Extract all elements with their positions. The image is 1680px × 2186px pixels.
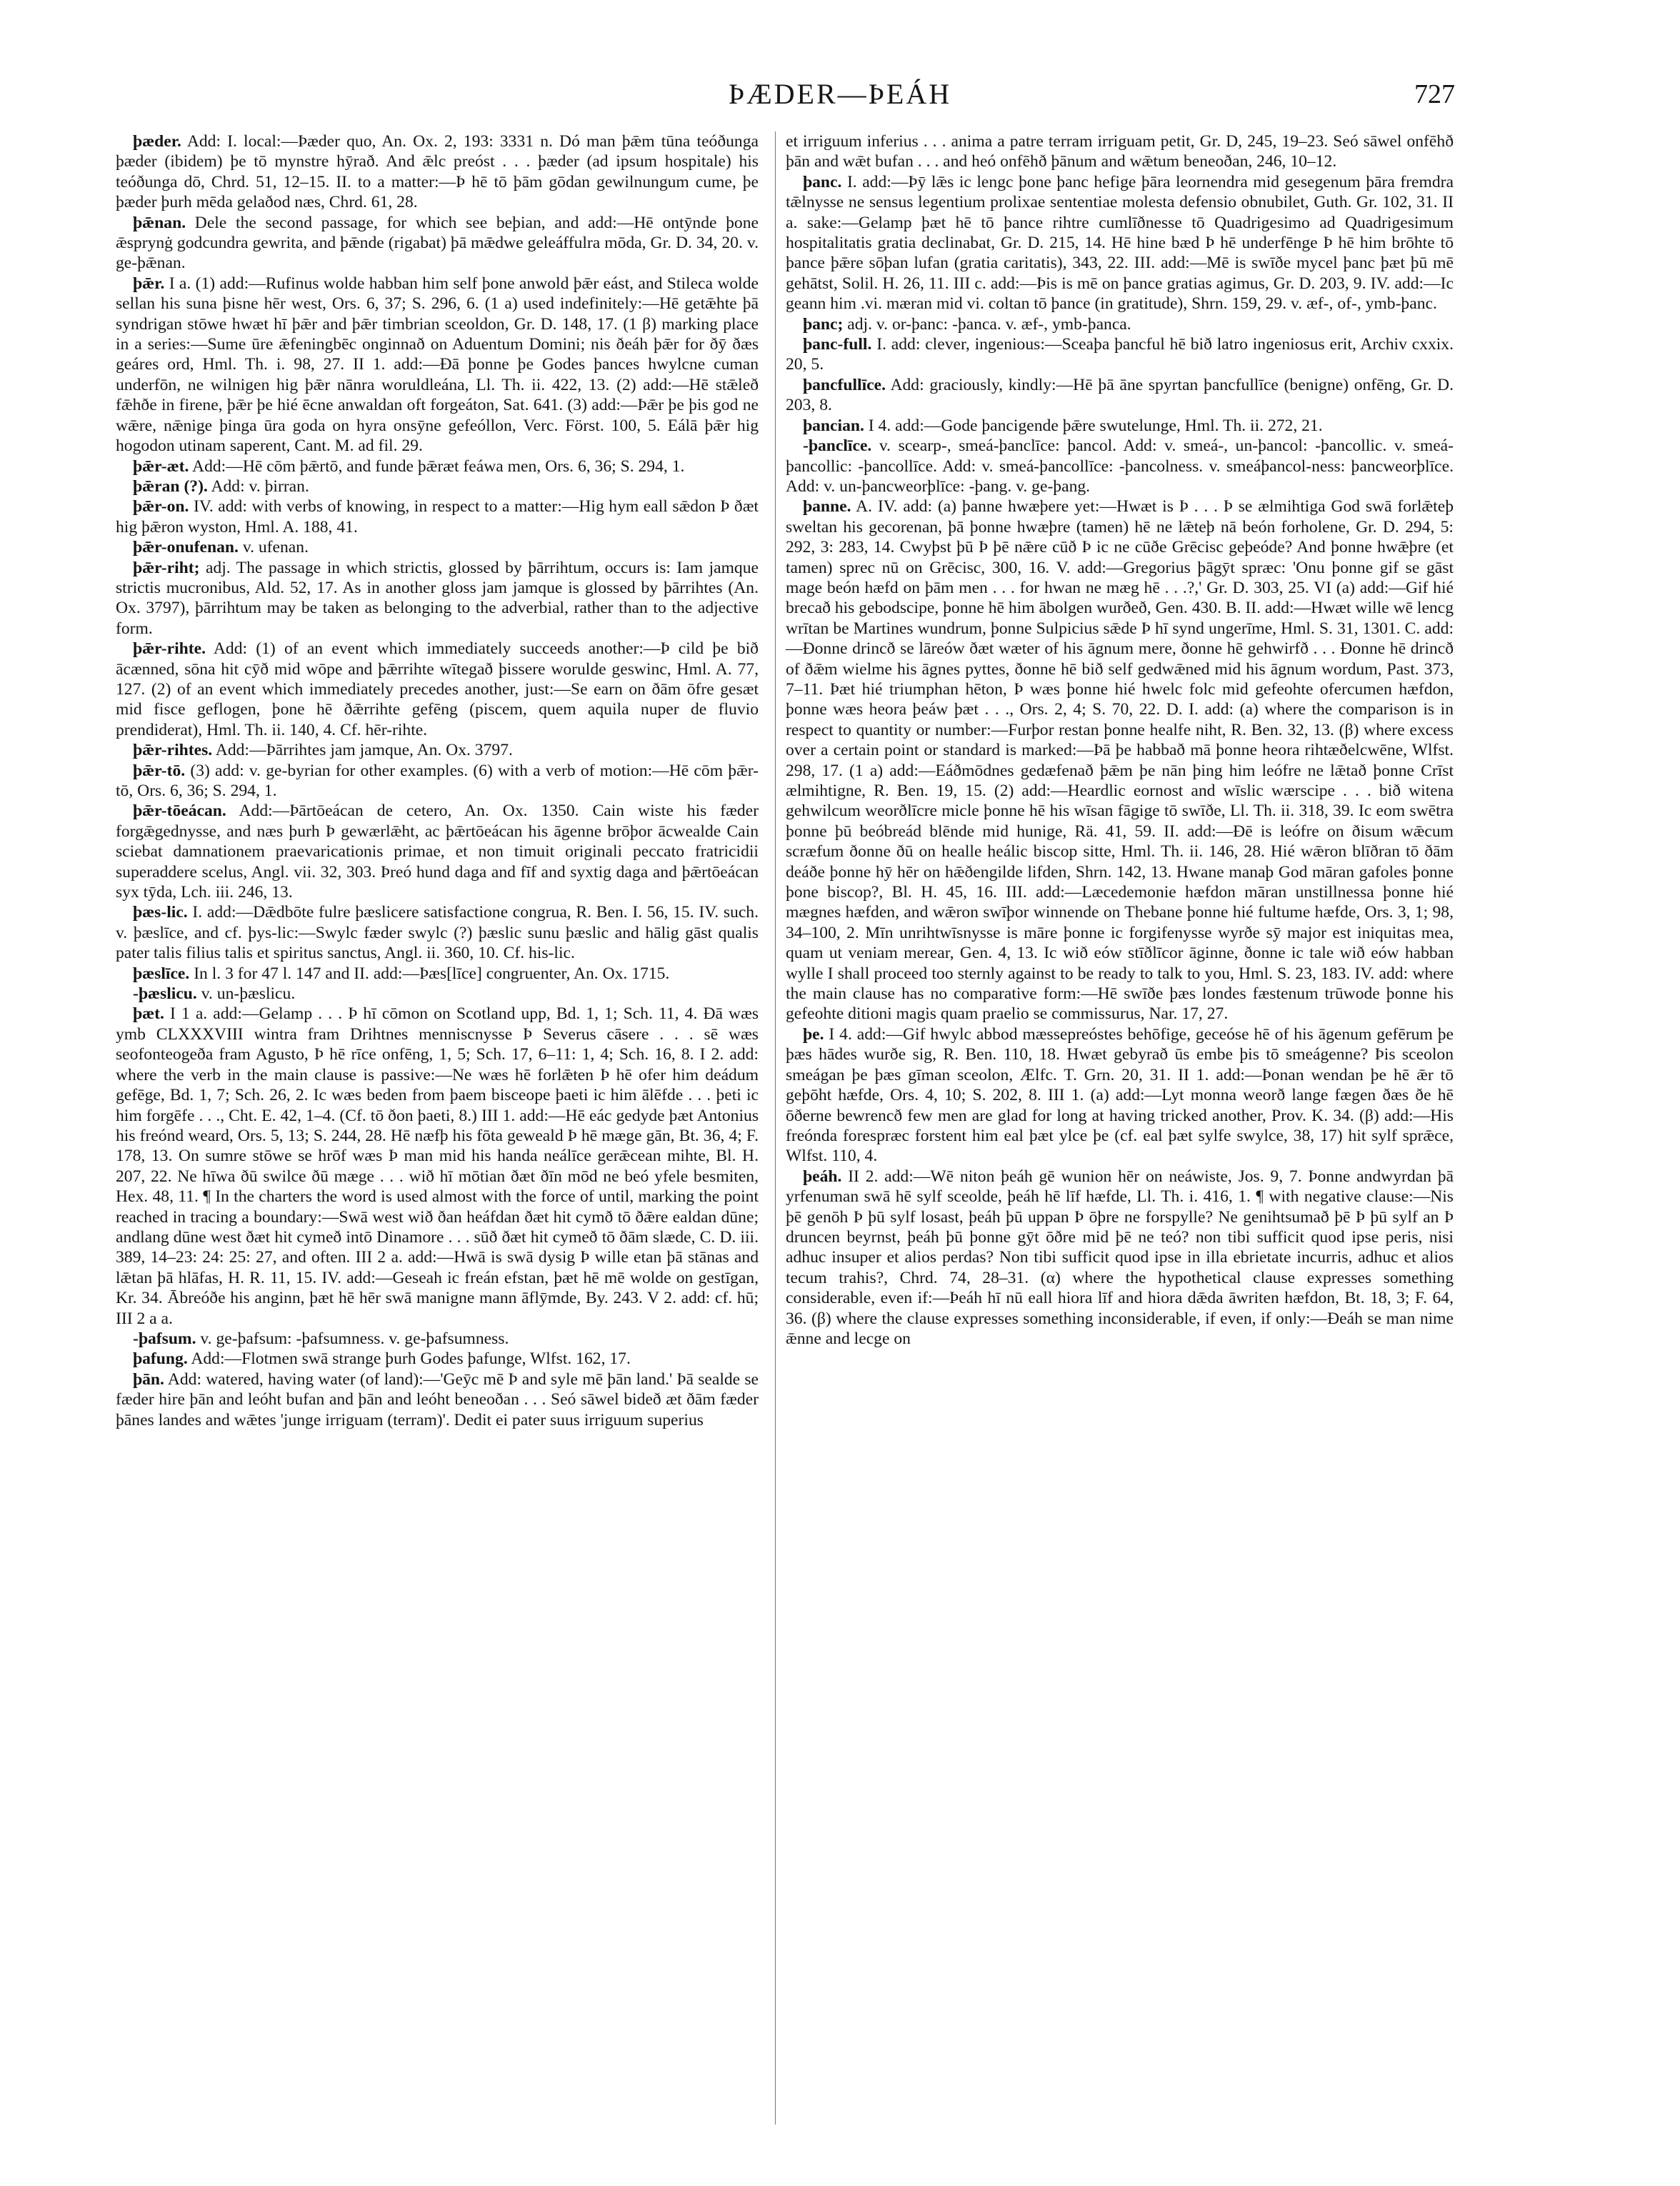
entry-body: adj. v. or-þanc: -þanca. v. æf-, ymb-þanca. bbox=[847, 314, 1131, 334]
dictionary-entry bbox=[786, 496, 1454, 1024]
dictionary-entry bbox=[786, 1167, 1454, 1349]
entry-body: et irriguum inferius . . . anima a patre terram irriguam petit, Gr. D, 245, 19–23. Seó sāwel onfēhð þān and wǣt bufan . . . and heó onfēhð þānum and wǣtum beneoðan, 246, 10–12. bbox=[786, 132, 1454, 171]
dictionary-entry bbox=[786, 416, 1454, 436]
entry-body: Add:—Þārtōeácan de cetero, An. Ox. 1350. Cain wiste his fæder forgǣgednysse, and næs þurh Þ gewærlǣht, ac þǣrtōeácan his āgenne brōþor ācwealde Cain sciebat damnationem praevaricationis primae, et non timuit originali peccato fratricidii superaddere scelus, Angl. vii. 32, 303. Þreó hund daga and fīf and syxtig daga and þǣrtōeácan syx tȳda, Lch. iii. 246, 13. bbox=[116, 802, 759, 902]
entry-body: Add:—Þārrihtes jam jamque, An. Ox. 3797. bbox=[215, 741, 513, 760]
entry-headword: þæt. bbox=[133, 1004, 164, 1024]
entry-body: Add: (1) of an event which immediately succeeds another:—Þ cild þe bið ācænned, sōna hit cȳð mid wōpe and þǣrrihte wītegað þissere worulde geswinc, Hml. A. 77, 127. (2) of an event which immediately precedes another, just:—Se earn on ðām ōfre gesæt mid fisce geflogen, þone hē ðǣrrihte gefēng (piscem, quem aquila nuper de fluvio prendiderat), Hml. Th. ii. 140, 4. Cf. hēr-rihte. bbox=[116, 639, 759, 739]
entry-body: I 4. add:—Gode þancigende þǣre swutelunge, Hml. Th. ii. 272, 21. bbox=[868, 416, 1323, 435]
right-column bbox=[786, 131, 1454, 1349]
dictionary-entry bbox=[116, 740, 759, 760]
page-title: ÞÆDER—ÞEÁH bbox=[728, 78, 952, 110]
dictionary-entry bbox=[786, 436, 1454, 496]
dictionary-entry bbox=[116, 964, 759, 984]
entry-body: Add: v. þirran. bbox=[211, 476, 309, 496]
entry-headword: þancfullīce. bbox=[803, 375, 886, 394]
entry-headword: þǣr-tō. bbox=[133, 761, 186, 780]
entry-body: In l. 3 for 47 l. 147 and II. add:—Þæs[līce] congruenter, An. Ox. 1715. bbox=[194, 964, 670, 983]
entry-headword: þæder. bbox=[133, 132, 181, 151]
entry-headword: þǣnan. bbox=[133, 213, 186, 232]
dictionary-entry bbox=[116, 496, 759, 537]
entry-headword: þæslīce. bbox=[133, 964, 190, 983]
dictionary-entry bbox=[116, 984, 759, 1004]
dictionary-entry bbox=[116, 801, 759, 902]
dictionary-entry bbox=[116, 1369, 759, 1430]
page-number: 727 bbox=[1414, 79, 1455, 109]
entry-headword: þǣr-onufenan. bbox=[133, 538, 239, 557]
entry-body: I a. (1) add:—Rufinus wolde habban him self þone anwold þǣr eást, and Stileca wolde sellan his suna þisne hēr west, Ors. 6, 37; S. 296, 6. (1 a) used indefinitely:—Hē getǣhte þā syndrigan stōwe hwæt hī þǣr and þǣr timbrian sceoldon, Gr. D. 148, 17. (1 β) marking place in a series:—Sume ūre ǣfeningbēc onginnað on Aduentum Domini; nis ðeáh þǣr for ðȳ ðæs geáres ord, Hml. Th. i. 98, 27. II 1. add:—Ðā þonne þe Godes þances hwylcne cuman underfōn, ne wilnigen hig þǣr nānra woruldleána, Ll. Th. ii. 422, 13. (2) add:—Hē stǣleð fǣhðe in firene, þǣr þe hié ēcne anwaldan oft forgeáton, Sat. 641. (3) add:—Þǣr þe þis god ne wǣre, nǣnige þinga ūra goda on hyra onsȳne gefeóllon, Verc. Först. 100, 5. Eálā þǣr hig hogodon utinam saperent, Cant. M. ad fil. 29. bbox=[116, 274, 759, 456]
running-head bbox=[0, 77, 1680, 120]
entry-headword: þǣr. bbox=[133, 274, 165, 293]
entry-headword: þǣr-on. bbox=[133, 497, 189, 516]
dictionary-entry bbox=[116, 131, 759, 213]
left-column bbox=[116, 131, 759, 1430]
entry-body: IV. add: with verbs of knowing, in respect to a matter:—Hig hym eall sǣdon Þ ðæt hig þǣron wyston, Hml. A. 188, 41. bbox=[116, 497, 759, 536]
entry-headword: þǣr-tōeácan. bbox=[133, 802, 226, 821]
entry-body: I 1 a. add:—Gelamp . . . Þ hī cōmon on Scotland upp, Bd. 1, 1; Sch. 11, 4. Ðā wæs ymb CLXXXVIII wintra fram Drihtnes menniscnysse Þ Severus cāsere . . . sē wæs seofonteogeða fram Agusto, Þ hē rīce onfēng, 1, 5; Sch. 17, 6–11: 1, 4; Sch. 16, 8. I 2. add: where the verb in the main clause is passive:—Ne wæs hē forlǣten Þ hē ofer him deádum gefēge, Bd. 1, 7; Sch. 26, 2. Ic wæs beden from þaem bisceope þaeti ic him ālēfde . . . þeti ic him forgēfe . . ., Cht. E. 42, 1–4. (Cf. tō ðon þaeti, 8.) III 1. add:—Hē eác gedyde þæt Antonius his freónd weard, Ors. 5, 13; S. 244, 28. Hē næfþ his fōta geweald Þ hē mæge gān, Bt. 36, 4; F. 178, 13. On sumre stōwe se hrōf wæs Þ man mid his handa neálīce gerǣcean mihte, Bl. H. 207, 22. Ne hīwa ðū swilce ðū mæge . . . wið hī mōtian ðæt ðīn mōd ne beó yfele besmiten, Hex. 48, 11. ¶ In the charters the word is used almost with the force of until, marking the point reached in tracing a boundary:—Swā west wið ðan heáfdan ðæt hit cymð tō ðǣre ealdan dūne; andlang dūne west ðæt hit cymeð intō Dinamore . . . sūð ðæt hit cymeð tō ðām slæde, C. D. iii. 389, 14–23: 24: 25: 27, and often. III 2 a. add:—Hwā is swā dysig Þ wille etan þā stānas and lǣtan þā hlāfas, H. R. 11, 15. IV. add:—Geseah ic freán efstan, þæt hē mē wolde on gestīgan, Kr. 34. Ābreóðe his anginn, þæt hē hēr swā manigne mann āflȳmde, By. 243. V 2. add: cf. hū; III 2 a a. bbox=[116, 1004, 759, 1328]
dictionary-entry bbox=[116, 1349, 759, 1369]
dictionary-entry bbox=[116, 902, 759, 963]
entry-headword: þe. bbox=[803, 1024, 824, 1044]
column-divider bbox=[775, 131, 776, 2125]
entry-body: I. add:—Dǣdbōte fulre þæslicere satisfactione congrua, R. Ben. I. 56, 15. IV. such. v. þæslīce, and cf. þys-lic:—Swylc fæder swylc (?) þæslic sunu þæslic and hālig gāst qualis pater talis filius talis et spiritus sanctus, Angl. ii. 360, 10. Cf. his-lic. bbox=[116, 903, 759, 963]
entry-headword: þanc; bbox=[803, 314, 844, 334]
entry-headword: þanc-full. bbox=[803, 335, 872, 354]
entry-body: II 2. add:—Wē niton þeáh gē wunion hēr on neáwiste, Jos. 9, 7. Þonne andwyrdan þā yrfenuman swā hē sylf sceolde, þeáh hē līf hæfde, Ll. Th. i. 416, 1. ¶ with negative clause:—Nis þē genōh Þ þū sylf losast, þeáh þū uppan Þ ōþre ne forspylle? Ne genihtsumað þē Þ þū sylf an Þ druncen beyrnst, þeáh þū þonne gȳt ōðre mid þē ne teó? non tibi sufficit quod ipse peris, nisi adhuc insuper et alios perdas? Non tibi sufficit quod ipse in illa ebrietate incurris, adhuc et alios tecum trahis?, Chrd. 74, 28–31. (α) where the hypothetical clause expresses something considerable, even if:—Þeáh hī nū eall hiora līf and hiora dǣda āwriten hæfdon, Bt. 18, 3; F. 64, 36. (β) where the clause expresses something inconsiderable, if even, if only:—Ðeáh se man nime ǣnne and lecge on bbox=[786, 1167, 1454, 1348]
entry-body: (3) add: v. ge-byrian for other examples. (6) with a verb of motion:—Hē cōm þǣr-tō, Ors. 6, 36; S. 294, 1. bbox=[116, 761, 759, 800]
entry-headword: þeáh. bbox=[803, 1167, 842, 1186]
entry-body: v. scearp-, smeá-þanclīce: þancol. Add: v. smeá-, un-þancol: -þancollic. v. smeá-þancollic: -þancollīce. Add: v. smeá-þancollīce: -þancolness. v. smeáþancol-ness: þancweorþlīce. Add: v. un-þancweorþlīce: -þang. v. ge-þang. bbox=[786, 436, 1454, 496]
entry-headword: -þanclīce. bbox=[803, 436, 872, 456]
dictionary-entry bbox=[786, 375, 1454, 416]
entry-headword: þafung. bbox=[133, 1349, 188, 1369]
dictionary-entry bbox=[116, 1004, 759, 1329]
dictionary-entry bbox=[116, 476, 759, 496]
dictionary-entry bbox=[116, 537, 759, 557]
entry-headword: þanc. bbox=[803, 172, 842, 191]
entry-headword: þanne. bbox=[803, 497, 851, 516]
entry-headword: þǣran (?). bbox=[133, 476, 208, 496]
entry-headword: þān. bbox=[133, 1369, 164, 1389]
dictionary-entry bbox=[786, 172, 1454, 314]
entry-body: I 4. add:—Gif hwylc abbod mæssepreóstes behōfige, geceóse hē of his āgenum gefērum þe þæs hādes wurðe sig, R. Ben. 110, 18. Hwæt gebyrað ūs embe þis tō smeágenne? Þis sceolon smeágan þe þæs gīman sceolon, Ælfc. T. Grn. 20, 31. II 1. add:—Þonan wendan þe hē ǣr tō geþōht hæfde, Ors. 4, 10; S. 202, 8. III 1. (a) add:—Lyt monna weorð lange fægen ðæs ðe hē ōðerne bewrencð few men are glad for long at having tricked another, Prov. K. 34. (β) add:—His freónda forespræc forstent him eal þæt ylce þe (cf. eal þæt sylfe swylce, 38, 17) hit sylf sprǣce, Wlfst. 110, 4. bbox=[786, 1024, 1454, 1166]
dictionary-entry bbox=[116, 1329, 759, 1349]
entry-body: v. ufenan. bbox=[242, 538, 309, 557]
entry-headword: þæs-lic. bbox=[133, 903, 188, 922]
dictionary-entry bbox=[786, 334, 1454, 375]
entry-headword: þancian. bbox=[803, 416, 864, 435]
entry-headword: -þafsum. bbox=[133, 1329, 196, 1348]
entry-body: v. un-þæslicu. bbox=[201, 984, 296, 1004]
entry-body: Add:—Hē cōm þǣrtō, and funde þǣræt feáwa men, Ors. 6, 36; S. 294, 1. bbox=[192, 456, 685, 476]
entry-headword: þǣr-riht; bbox=[133, 558, 200, 577]
entry-body: Add: I. local:—Þæder quo, An. Ox. 2, 193: 3331 n. Dó man þǣm tūna teóðunga þæder (ibidem) þe tō mynstre hȳrað. And ǣlc preóst . . . þæder (ad ipsum hospitale) his teóðunga dō, Chrd. 51, 12–15. II. to a matter:—Þ hē tō þām gōdan gewilnungum cume, þe þæder þurh mēda gelaðod næs, Chrd. 61, 28. bbox=[116, 132, 759, 212]
dictionary-entry bbox=[116, 558, 759, 639]
dictionary-entry bbox=[116, 639, 759, 740]
entry-body: I. add:—Þȳ lǣs ic lengc þone þanc hefige þāra leornendra mid gesegenum þāra fremdra tǣlnysse ne sensus legentium prolixae sententiae molesta defensio obnubilet, Guth. Gr. 102, 31. II a. sake:—Gelamp þæt hē tō þance rihtre cumlīðnesse tō Quadrigesimo ad Quadrigesimum hospitalitatis gratia declinabat, Gr. D. 215, 14. Hē hine bæd Þ hē underfēnge Þ hē him brōhte tō þance þǣre sōþan lufan (gratia caritatis), 343, 22. III. add:—Mē is swīðe mycel þanc þæt þū mē gehātst, Solil. H. 26, 11. III c. add:—Þis is mē on þance gratias agimus, Gr. D. 203, 9. IV. add:—Ic geann him .vi. mæran mid vi. coltan tō þance (in gratitude), Shrn. 159, 29. v. æf-, of-, ymb-þanc. bbox=[786, 172, 1454, 314]
dictionary-entry bbox=[116, 274, 759, 456]
dictionary-entry bbox=[786, 1024, 1454, 1167]
entry-body: I. add: clever, ingenious:—Sceaþa þancful hē bið latro ingeniosus erit, Archiv cxxix. 20, 5. bbox=[786, 335, 1454, 374]
entry-body: Dele the second passage, for which see beþian, and add:—Hē ontȳnde þone ǣsprynġ godcundra gewrita, and þǣnde (rigabat) þā mǣdwe geleáffulra mōda, Gr. D. 34, 20. v. ge-þǣnan. bbox=[116, 213, 759, 273]
entry-headword: þǣr-æt. bbox=[133, 456, 189, 476]
entry-headword: þǣr-rihtes. bbox=[133, 741, 213, 760]
entry-body: v. ge-þafsum: -þafsumness. v. ge-þafsumness. bbox=[200, 1329, 509, 1348]
dictionary-entry bbox=[116, 456, 759, 476]
dictionary-entry bbox=[786, 314, 1454, 334]
entry-body: adj. The passage in which strictis, glossed by þārrihtum, occurs is: Iam jamque strictis mucronibus, Ald. 52, 17. As in another gloss jam jamque is glossed by þārrihtes (An. Ox. 3797), þārrihtum may be taken as belonging to the adverbial, rather than to the adjective form. bbox=[116, 558, 759, 638]
dictionary-entry bbox=[786, 131, 1454, 172]
entry-headword: þǣr-rihte. bbox=[133, 639, 206, 659]
dictionary-entry bbox=[116, 761, 759, 802]
entry-body: Add:—Flotmen swā strange þurh Godes þafunge, Wlfst. 162, 17. bbox=[191, 1349, 631, 1369]
entry-headword: -þæslicu. bbox=[133, 984, 197, 1004]
dictionary-entry bbox=[116, 213, 759, 274]
entry-body: A. IV. add: (a) þanne hwæþere yet:—Hwæt is Þ . . . Þ se ælmihtiga God swā forlǣteþ sweltan his gecorenan, þā þonne hwæþre (tamen) hē ne lǣteþ nā beón forholene, Gr. D. 294, 5: 292, 3: 283, 14. Cwyþst þū Þ þē nǣre cūð Þ ic ne cūðe Grēcisc geþeóde? And þonne hwǣþre (et tamen) sprec nū on Grēcisc, 300, 16. V. add:—Gregorius þāgȳt spræc: 'Onu þonne gif se gāst mage beón hæfd on þām men . . . for hwan ne mæg hē . . .?,' Gr. D. 303, 25. VI (a) add:—Gif hié brecað his gebodscipe, þonne hē him ābolgen wurðeð, Gen. 430. B. II. add:—Hwæt wille wē lencg wrītan be Martines wundrum, þonne Sulpicius sǣde Þ hī synd ungerīme, Hml. S. 31, 1301. C. add:—Ðonne drincð se lāreów ðæt wæter of his āgnum mere, ðonne hē gehwirfð . . . Ðonne hē drincð of ðǣm wielme his āgnes pyttes, ðonne hē bið self gedwǣned mid his āgnum wordum, Past. 373, 7–11. Þæt hié triumphan hēton, Þ wæs þonne hié hwelc folc mid gefeohte ofercumen hæfdon, þonne wæs heora þeáw þæt . . ., Ors. 2, 4; S. 70, 22. D. I. add: (a) where the comparison is in respect to quantity or number:—Furþor restan þonne healfe niht, R. Ben. 32, 13. (β) where excess over a certain point or standard is marked:—Þā þe habbað mā þonne heora rihtæðelcwēne, Wlfst. 298, 17. (1 a) add:—Eáðmōdnes gedæfenað þǣm þe nān þing him leófre ne lǣtað þonne Crīst ælmihtigne, R. Ben. 19, 15. (2) add:—Heardlic eornost and wīslic wærscipe . . . bið witena gehwilcum weorðlīcre micle þonne hē his wīsan fāgige tō swīðe, Ll. Th. ii. 318, 39. Ic eom swētra þonne þū beóbreád blēnde mid hunige, Rä. 41, 59. II. add:—Ðē is leófre on ðisum wǣcum scræfum ðonne ðū on healle heálic biscop sitte, Hml. Th. ii. 146, 28. Hié wǣron blīðran tō ðām deáðe þonne hȳ hēr on hǣðengilde lifden, Shrn. 142, 13. Hwane manaþ God māran gafoles þonne þone biscop?, Bl. H. 45, 16. III. add:—Læcedemonie hæfdon māran unstillnessa þonne hié mægnes hæfden, and wǣron swīþor winnende on Thebane þonne hié fultume hæfde, Ors. 3, 1; 98, 34–100, 2. Mīn unrihtwīsnysse is māre þonne ic forgifenysse wyrðe sȳ major est iniquitas mea, quam ut veniam merear, Gen. 4, 13. Ic wið eów stīðlīcor āginne, ðonne ic tale wið eów habban wylle I shall proceed too sternly against to be ready to talk to you, Hml. S. 23, 183. IV. add: where the main clause has no comparative form:—Hē swīðe þæs londes fæstenum trūwode þonne his gefeohte ditioni magis quam praelio se commissurus, Nar. 17, 27. bbox=[786, 497, 1454, 1024]
entry-body: Add: graciously, kindly:—Hē þā āne spyrtan þancfullīce (benigne) onfēng, Gr. D. 203, 8. bbox=[786, 375, 1454, 415]
entry-body: Add: watered, having water (of land):—'Geȳc mē Þ and syle mē þān land.' Þā sealde se fæder hire þān and leóht bufan and þān and leóht beneoðan . . . Seó sāwel bideð æt ðām fæder þānes landes and wǣtes 'junge irriguam (terram)'. Dedit ei pater suus irriguum superius bbox=[116, 1369, 759, 1429]
